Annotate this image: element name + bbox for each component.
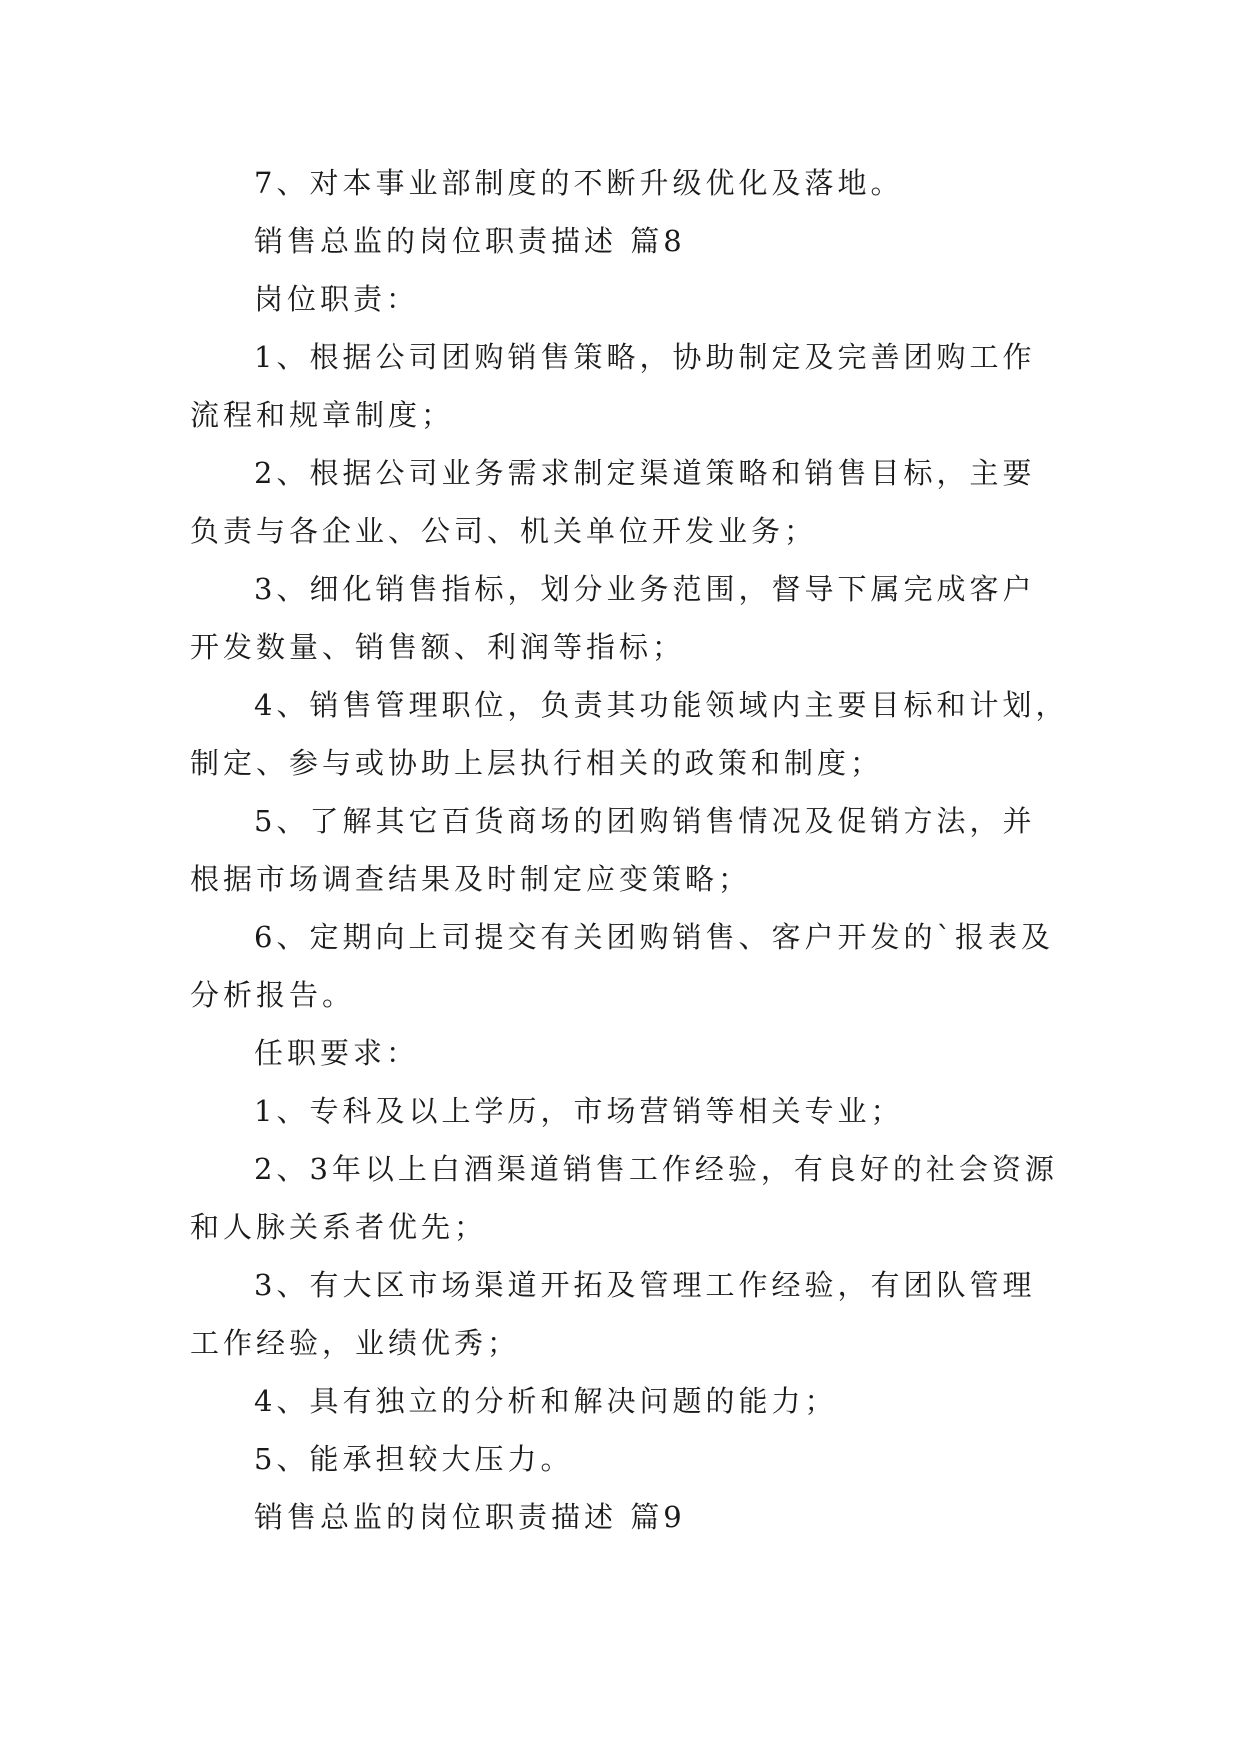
list-item: 1、根据公司团购销售策略，协助制定及完善团购工作 xyxy=(254,340,1036,374)
list-item: 4、具有独立的分析和解决问题的能力； xyxy=(254,1384,838,1418)
list-item-continuation: 流程和规章制度； xyxy=(190,398,455,432)
list-item: 6、定期向上司提交有关团购销售、客户开发的`报表及 xyxy=(254,920,1054,954)
list-item-continuation: 工作经验，业绩优秀； xyxy=(190,1326,521,1360)
subheading: 任职要求： xyxy=(254,1036,420,1070)
section-heading: 销售总监的岗位职责描述 篇8 xyxy=(254,224,686,258)
list-item: 3、有大区市场渠道开拓及管理工作经验，有团队管理 xyxy=(254,1268,1036,1302)
list-item: 2、根据公司业务需求制定渠道策略和销售目标，主要 xyxy=(254,456,1036,490)
list-item: 5、了解其它百货商场的团购销售情况及促销方法，并 xyxy=(254,804,1036,838)
list-item: 1、专科及以上学历，市场营销等相关专业； xyxy=(254,1094,904,1128)
list-item-continuation: 制定、参与或协助上层执行相关的政策和制度； xyxy=(190,746,884,780)
list-item: 3、细化销售指标，划分业务范围，督导下属完成客户 xyxy=(254,572,1036,606)
list-item: 5、能承担较大压力。 xyxy=(254,1442,574,1476)
list-item: 4、销售管理职位，负责其功能领域内主要目标和计划， xyxy=(254,688,1069,722)
list-item-continuation: 分析报告。 xyxy=(190,978,356,1012)
subheading: 岗位职责： xyxy=(254,282,420,316)
list-item-continuation: 根据市场调查结果及时制定应变策略； xyxy=(190,862,752,896)
list-item-continuation: 和人脉关系者优先； xyxy=(190,1210,488,1244)
list-item: 2、3年以上白酒渠道销售工作经验，有良好的社会资源 xyxy=(254,1152,1058,1186)
list-item-continuation: 负责与各企业、公司、机关单位开发业务； xyxy=(190,514,818,548)
list-item: 7、对本事业部制度的不断升级优化及落地。 xyxy=(254,166,904,200)
document-body xyxy=(190,154,1069,1546)
section-heading: 销售总监的岗位职责描述 篇9 xyxy=(254,1500,686,1534)
list-item-continuation: 开发数量、销售额、利润等指标； xyxy=(190,630,686,664)
